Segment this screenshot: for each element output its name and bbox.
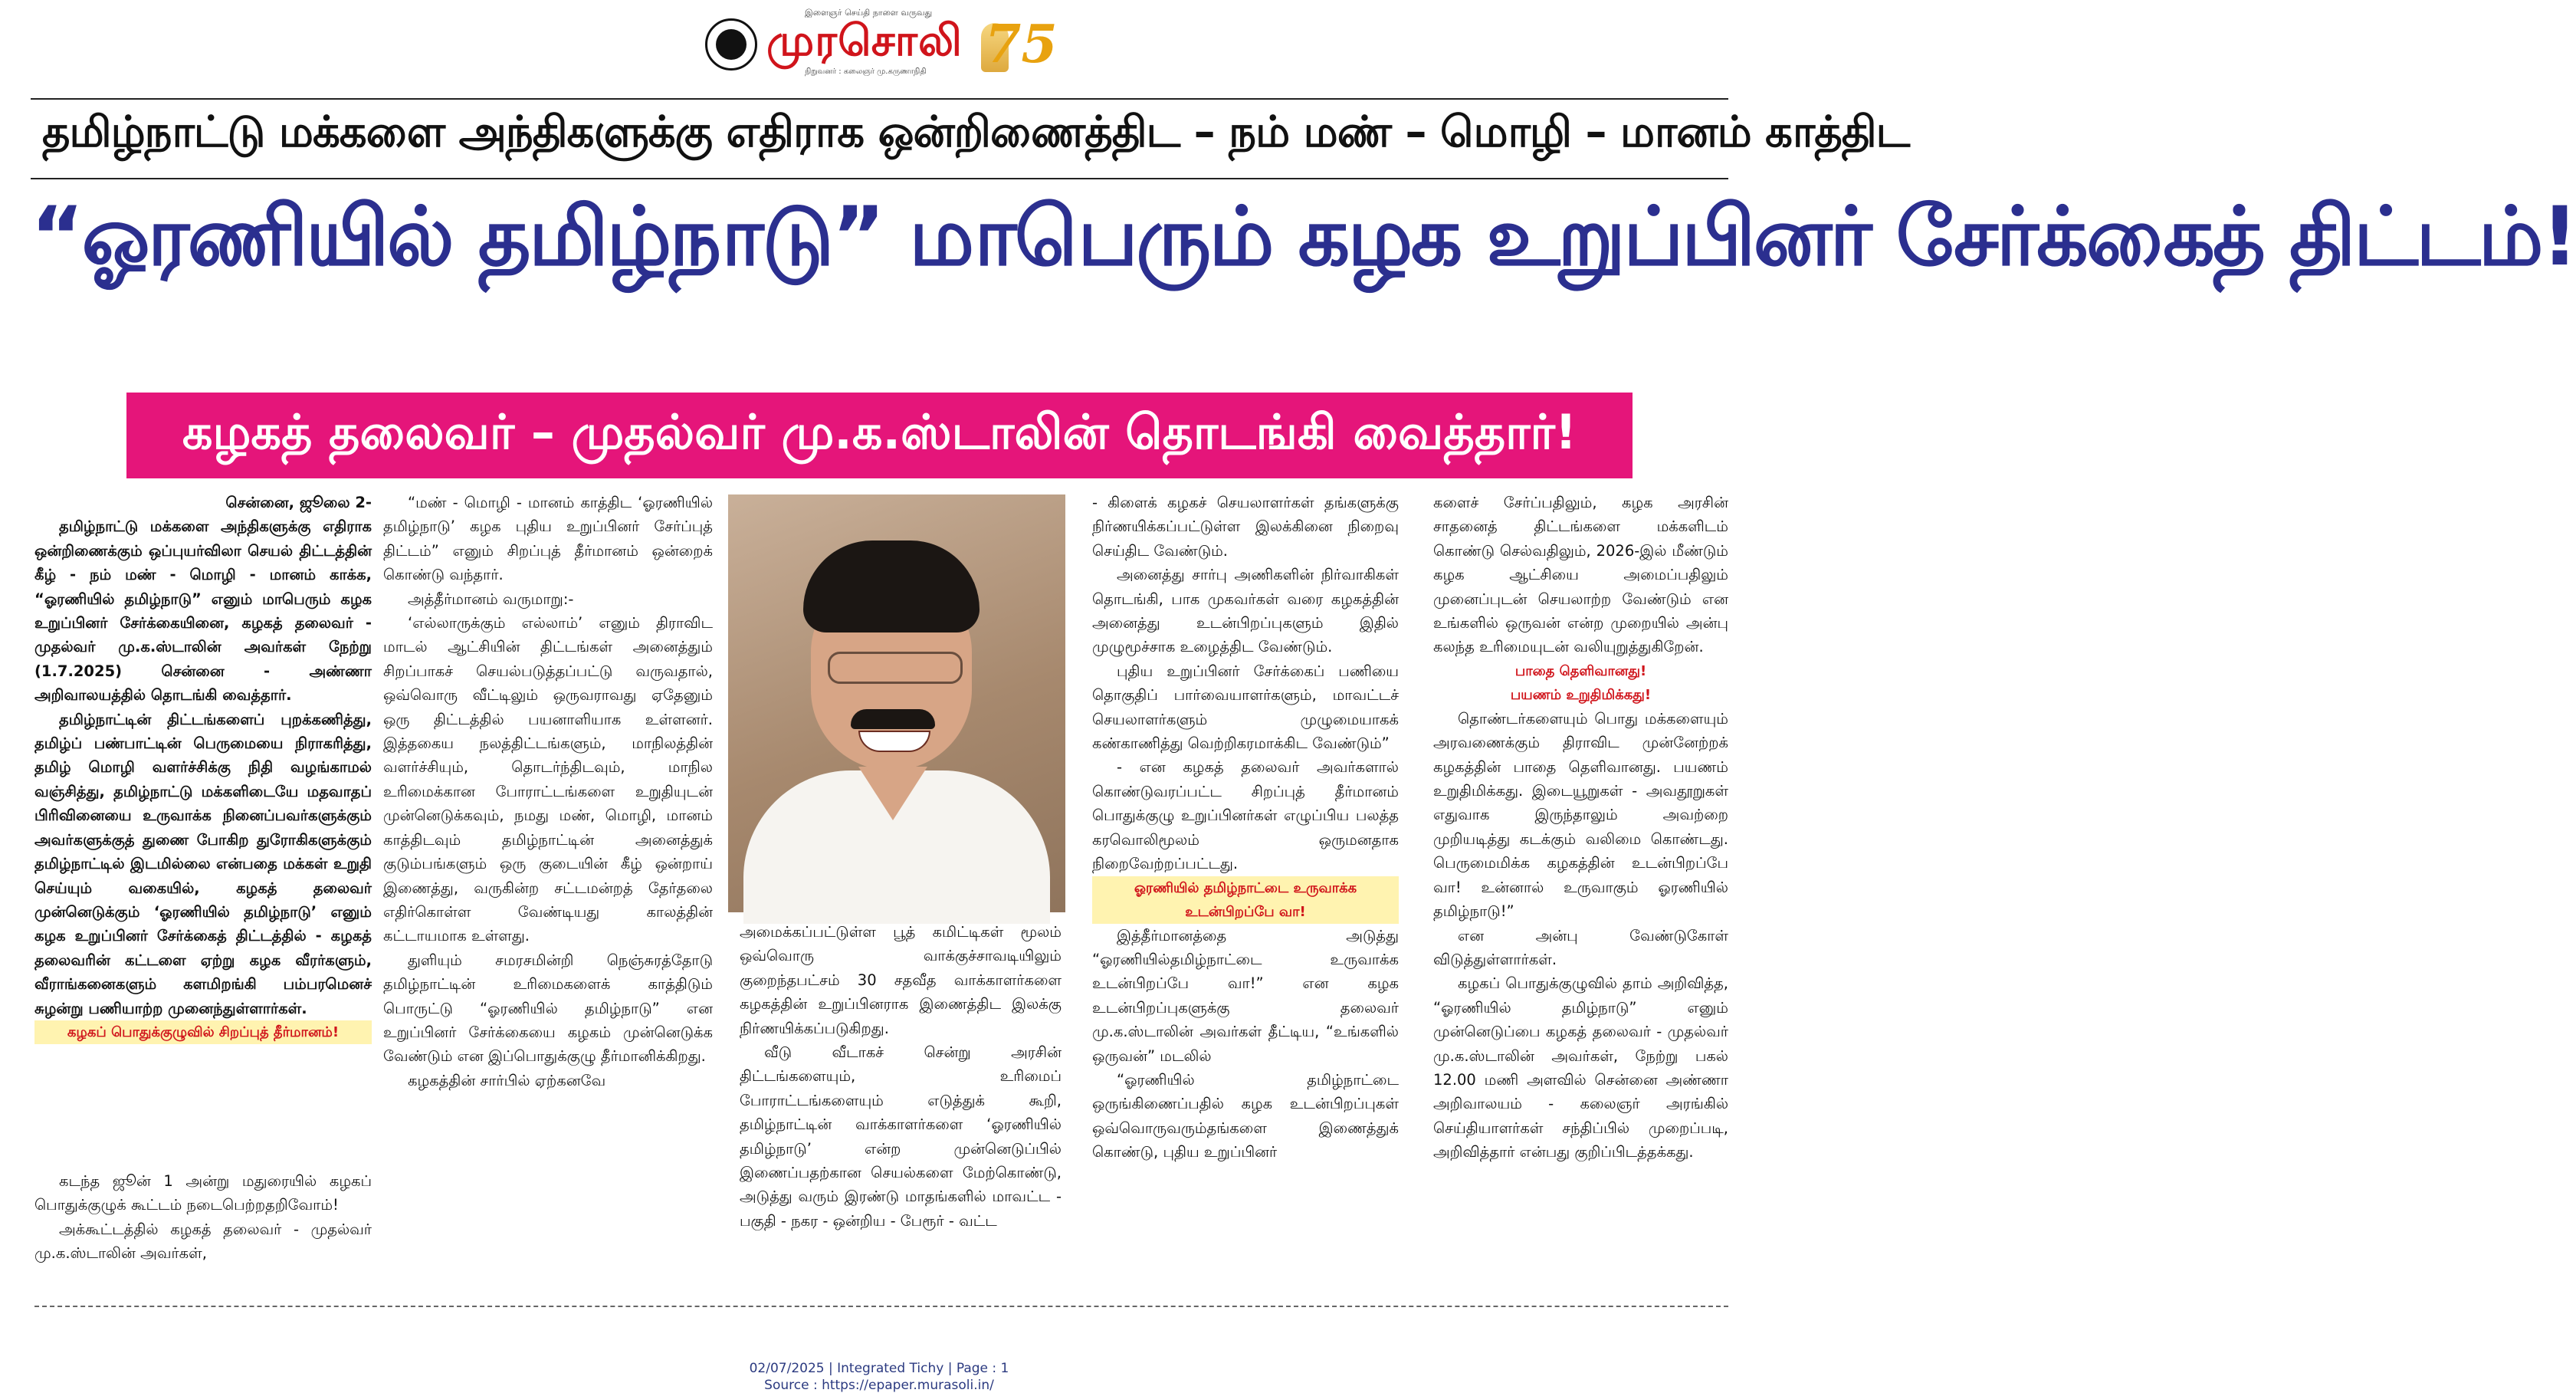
paragraph: இத்தீர்மானத்தை அடுத்து “ஓரணியில்தமிழ்நாட்டை உருவாக்க உடன்பிறப்பே வா!” என கழக உடன்பிறப்புகளுக்கு தலைவர் மு.க.ஸ்டாலின் அவர்கள் தீட்டிய, “உங்களில் ஒருவன்” மடலில்: [1092, 926, 1399, 1065]
paragraph: அத்தீர்மானம் வருமாறு:-: [408, 590, 574, 608]
footer-source-link[interactable]: Source : https://epaper.murasoli.in/: [764, 1378, 994, 1393]
subheading: பாதை தெளிவானது!: [1514, 662, 1647, 679]
subheadline-banner: [126, 393, 1633, 478]
masthead: [690, 8, 1073, 77]
chief-minister-portrait-photo: [728, 494, 1065, 912]
paragraph: அக்கூட்டத்தில் கழகத் தலைவர் - முதல்வர் மு.க.ஸ்டாலின் அவர்கள்,: [34, 1220, 372, 1263]
paragraph: துளியும் சமரசமின்றி நெஞ்சுரத்தோடு தமிழ்நாட்டின் உரிமைகளைக் காத்திடும் பொருட்டு “ஓரணியில் தமிழ்நாடு” என உறுப்பினர் சேர்க்கையை கழகம் முன்னெடுக்க வேண்டும் என இப்பொதுக்குழு தீர்மானிக்கிறது.: [383, 951, 713, 1066]
article-column-1: [34, 491, 372, 1044]
paragraph: வீடு வீடாகச் சென்று அரசின் திட்டங்களையும், உரிமைப் போராட்டங்களையும் எடுத்துக் கூறி, தமிழ்நாட்டின் வாக்காளர்களை ‘ஓரணியில் தமிழ்நாடு’ என்ற முன்னெடுப்பில் இணைப்பதற்கான செயல்களை மேற்கொண்டு, அடுத்து வரும் இரண்டு மாதங்களில் மாவட்ட - பகுதி - நகர - ஒன்றிய - பேரூர் - வட்ட: [740, 1043, 1062, 1230]
party-seal-logo: [705, 18, 757, 71]
main-headline: “ஓரணியில் தமிழ்நாடு” மாபெரும் கழக உறுப்பினர் சேர்க்கைத் திட்டம்!: [31, 189, 2576, 284]
divider: [31, 98, 1728, 100]
article-column-2: [383, 491, 713, 1092]
paragraph: தொண்டர்களையும் பொது மக்களையும் அரவணைக்கும் திராவிட முன்னேற்றக் கழகத்தின் பாதை தெளிவானது. பயணம் உறுதிமிக்கது. இடையூறுகள் - அவதூறுகள் எதுவாக இருந்தாலும் அவற்றை முறியடித்து கடக்கும் வலிமை கொண்டது. பெருமைமிக்க கழகத்தின் உடன்பிறப்பே வா! உன்னால் உருவாகும் ஓரணியில் தமிழ்நாடு!”: [1433, 709, 1728, 921]
paragraph: ‘எல்லாருக்கும் எல்லாம்’ எனும் திராவிட மாடல் ஆட்சியின் திட்டங்கள் அனைத்தும் சிறப்பாகச் செயல்படுத்தப்பட்டு வருவதால், ஒவ்வொரு வீட்டிலும் ஒருவராவது ஏதேனும் ஒரு திட்டத்தில் பயனாளியாக உள்ளனர். இத்தகைய நலத்திட்டங்களும், மாநிலத்தின் வளர்ச்சியும், தொடர்ந்திடவும், மாநில உரிமைக்கான போராட்டங்களை உறுதியுடன் முன்னெடுக்கவும், நமது மண், மொழி, மானம் காத்திடவும் தமிழ்நாட்டின் அனைத்துக் குடும்பங்களும் ஒரு குடையின் கீழ் ஒன்றாய் இணைத்து, வருகின்ற சட்டமன்றத் தேர்தலை எதிர்கொள்ள வேண்டியது காலத்தின் கட்டாயமாக உள்ளது.: [383, 614, 713, 945]
subheading: உடன்பிறப்பே வா!: [1092, 900, 1399, 924]
paragraph: கழகத்தின் சார்பில் ஏற்கனவே: [408, 1071, 606, 1089]
paragraph: தமிழ்நாட்டு மக்களை அந்திகளுக்கு எதிராக ஒன்றிணைக்கும் ஒப்புயர்விலா செயல் திட்டத்தின் கீழ் - நம் மண் - மொழி - மானம் காக்க, “ஓரணியில் தமிழ்நாடு” எனும் மாபெரும் கழக உறுப்பினர் சேர்க்கையினை, கழகத் தலைவர் - முதல்வர் மு.க.ஸ்டாலின் அவர்கள் நேற்று (1.7.2025) சென்னை - அண்ணா அறிவாலயத்தில் தொடங்கி வைத்தார்.: [34, 517, 372, 705]
paragraph: - கிளைக் கழகச் செயலாளர்கள் தங்களுக்கு நிர்ணயிக்கப்பட்டுள்ள இலக்கினை நிறைவு செய்திட வேண்டும்.: [1092, 494, 1399, 560]
banner-text: கழகத் தலைவர் – முதல்வர் மு.க.ஸ்டாலின் தொடங்கி வைத்தார்!: [182, 404, 1577, 460]
paragraph: அமைக்கப்பட்டுள்ள பூத் கமிட்டிகள் மூலம் ஒவ்வொரு வாக்குச்சாவடியிலும் குறைந்தபட்சம் 30 சதவீத வாக்காளர்களை கழகத்தின் உறுப்பினராக இணைத்திட இலக்கு நிர்ணயிக்கப்படுகிறது.: [740, 923, 1062, 1037]
paragraph: - என கழகத் தலைவர் அவர்களால் கொண்டுவரப்பட்ட சிறப்புத் தீர்மானம் பொதுக்குழு உறுப்பினர்கள் எழுப்பிய பலத்த கரவொலிமூலம் ஒருமனதாக நிறைவேற்றப்பட்டது.: [1092, 758, 1399, 873]
paragraph: தமிழ்நாட்டின் திட்டங்களைப் புறக்கணித்து, தமிழ்ப் பண்பாட்டின் பெருமையை நிராகரித்து, தமிழ் மொழி வளர்ச்சிக்கு நிதி வழங்காமல் வஞ்சித்து, தமிழ்நாட்டு மக்களிடையே மதவாதப் பிரிவினையை உருவாக்க நினைப்பவர்களுக்கும் அவர்களுக்குத் துணை போகிற துரோகிகளுக்கும் தமிழ்நாட்டில் இடமில்லை என்பதை மக்கள் உறுதி செய்யும் வகையில், கழகத் தலைவர் முன்னெடுக்கும் ‘ஓரணியில் தமிழ்நாடு’ எனும் கழக உறுப்பினர் சேர்க்கைத் திட்டத்தில் - கழகத் தலைவரின் கட்டளை ஏற்று கழக வீரர்களும், வீராங்கனைகளும் களமிறங்கி பம்பரமெனச் சுழன்று பணியாற்ற முனைந்துள்ளார்கள்.: [34, 710, 372, 1017]
article-column-3: [740, 920, 1062, 1233]
footer-edition-info: 02/07/2025 | Integrated Tichy | Page : 1: [749, 1361, 1009, 1376]
article-column-1-continued: [34, 1169, 372, 1266]
anniversary-badge: 75: [985, 14, 1058, 75]
paragraph: என அன்பு வேண்டுகோள் விடுத்துள்ளார்கள்.: [1433, 926, 1728, 968]
article-column-5: [1433, 491, 1728, 1165]
article-column-4: [1092, 491, 1399, 1165]
dateline: சென்னை, ஜூலை 2-: [225, 494, 372, 511]
newspaper-title: முரசொலி: [766, 15, 963, 66]
subheading: ஓரணியில் தமிழ்நாட்டை உருவாக்க: [1092, 876, 1399, 900]
paragraph: புதிய உறுப்பினர் சேர்க்கைப் பணியை தொகுதிப் பார்வையாளர்களும், மாவட்டச் செயலாளர்களும் முழுமையாகக் கண்காணித்து வெற்றிகரமாக்கிட வேண்டும்”: [1092, 662, 1399, 753]
kicker-headline: தமிழ்நாட்டு மக்களை அந்திகளுக்கு எதிராக ஒன்றிணைத்திட – நம் மண் – மொழி – மானம் காத்திட: [42, 107, 1910, 157]
masthead-tagline: இளைஞர் செய்தி நாளை வருவது: [805, 8, 933, 18]
masthead-subline: நிறுவனர் : கலைஞர் மு.கருணாநிதி: [805, 67, 927, 76]
divider: [31, 178, 1728, 179]
footer-divider: [34, 1306, 1728, 1307]
paragraph: அனைத்து சார்பு அணிகளின் நிர்வாகிகள் தொடங்கி, பாக முகவர்கள் வரை கழகத்தின் அனைத்து உடன்பிறப்புகளும் இதில் முழுமூச்சாக உழைத்திட வேண்டும்.: [1092, 566, 1399, 656]
paragraph: கடந்த ஜூன் 1 அன்று மதுரையில் கழகப் பொதுக்குழுக் கூட்டம் நடைபெற்றதறிவோம்!: [34, 1172, 372, 1214]
paragraph: “மண் - மொழி - மானம் காத்திட ‘ஓரணியில் தமிழ்நாடு’ கழக புதிய உறுப்பினர் சேர்ப்புத் திட்டம்” எனும் சிறப்புத் தீர்மானம் ஒன்றைக் கொண்டு வந்தார்.: [383, 494, 713, 584]
subheading: கழகப் பொதுக்குழுவில் சிறப்புத் தீர்மானம்!: [34, 1020, 372, 1044]
paragraph: களைச் சேர்ப்பதிலும், கழக அரசின் சாதனைத் திட்டங்களை மக்களிடம் கொண்டு செல்வதிலும், 2026-இல் மீண்டும் கழக ஆட்சியை அமைப்பதிலும் முனைப்புடன் செயலாற்ற வேண்டும் என உங்களில் ஒருவன் என்ற முறையில் அன்பு கலந்த உரிமையுடன் வலியுறுத்துகிறேன்.: [1433, 494, 1728, 656]
subheading: பயணம் உறுதிமிக்கது!: [1510, 686, 1652, 703]
paragraph: “ஓரணியில் தமிழ்நாட்டை ஒருங்கிணைப்பதில் கழக உடன்பிறப்புகள் ஒவ்வொருவரும்தங்களை இணைத்துக் கொண்டு, புதிய உறுப்பினர்: [1092, 1070, 1399, 1161]
paragraph: கழகப் பொதுக்குழுவில் தாம் அறிவித்த, “ஓரணியில் தமிழ்நாடு” எனும் முன்னெடுப்பை கழகத் தலைவர் - முதல்வர் மு.க.ஸ்டாலின் அவர்கள், நேற்று பகல் 12.00 மணி அளவில் சென்னை அண்ணா அறிவாலயம் - கலைஞர் அரங்கில் செய்தியாளர்கள் சந்திப்பில் முறைப்படி, அறிவித்தார் என்பது குறிப்பிடத்தக்கது.: [1433, 974, 1728, 1161]
